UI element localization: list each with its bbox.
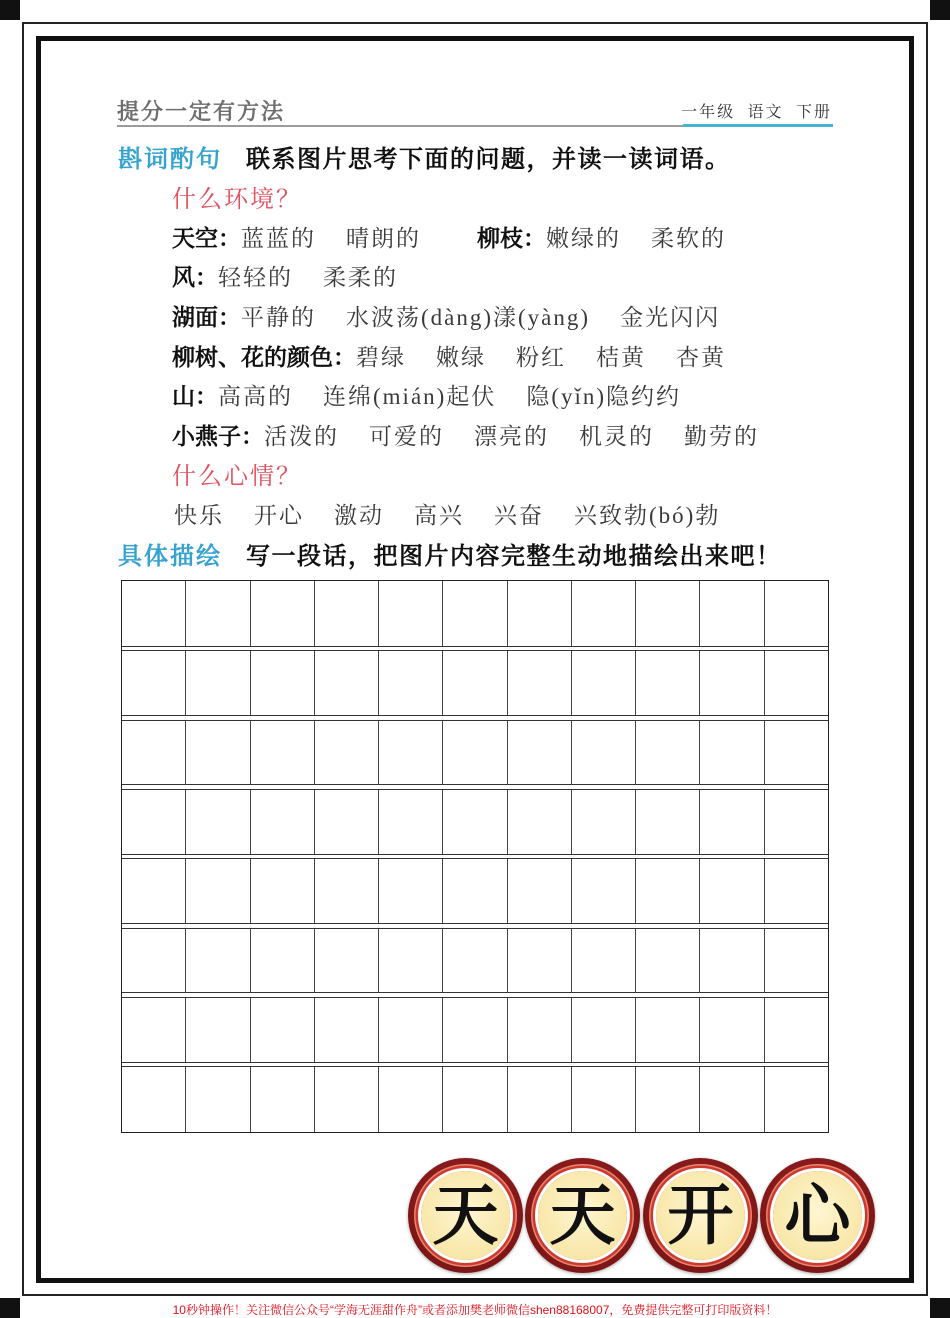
writing-grid-cell <box>635 581 699 646</box>
writing-grid-cell <box>122 790 185 854</box>
writing-grid-cell <box>378 998 442 1062</box>
vocab-word: 粉红 <box>516 344 566 370</box>
writing-grid-cell <box>185 859 249 923</box>
writing-grid-row <box>122 997 828 1063</box>
writing-grid-cell <box>185 581 249 646</box>
section-title-vocab <box>0 137 950 177</box>
vocab-label: 柳枝： <box>477 224 546 251</box>
writing-grid-cell <box>635 929 699 993</box>
writing-grid-cell <box>122 929 185 993</box>
writing-grid-cell <box>185 721 249 785</box>
writing-grid <box>121 580 829 1133</box>
writing-grid-cell <box>507 581 571 646</box>
writing-grid-cell <box>185 1067 249 1132</box>
writing-grid-cell <box>122 651 185 715</box>
writing-grid-cell <box>314 721 378 785</box>
vocab-word: 碧绿 <box>356 344 406 370</box>
badge-face <box>538 1171 627 1260</box>
writing-grid-cell <box>185 651 249 715</box>
writing-grid-cell <box>250 929 314 993</box>
vocab-word: 柔柔的 <box>323 265 398 291</box>
mood-word: 高兴 <box>414 503 464 529</box>
writing-grid-row <box>122 928 828 994</box>
writing-grid-cell <box>122 721 185 785</box>
writing-grid-cell <box>571 859 635 923</box>
writing-grid-cell <box>378 1067 442 1132</box>
writing-grid-cell <box>571 998 635 1062</box>
writing-grid-cell <box>699 929 763 993</box>
writing-grid-cell <box>635 651 699 715</box>
writing-grid-cell <box>378 581 442 646</box>
writing-grid-cell <box>250 859 314 923</box>
mood-word: 开心 <box>254 503 304 529</box>
writing-grid-cell <box>507 998 571 1062</box>
writing-grid-row <box>122 1066 828 1132</box>
badge-tian-second <box>525 1158 640 1273</box>
writing-grid-cell <box>764 859 828 923</box>
vocab-row-wind <box>0 256 950 296</box>
writing-grid-cell <box>442 581 506 646</box>
badge-face <box>421 1171 510 1260</box>
vocab-row-swallow <box>0 414 950 454</box>
writing-grid-row <box>122 650 828 716</box>
writing-grid-cell <box>635 859 699 923</box>
mood-word: 兴奋 <box>494 503 544 529</box>
mood-words-row <box>0 494 950 534</box>
vocab-word: 可爱的 <box>369 423 444 449</box>
writing-grid-cell <box>250 790 314 854</box>
writing-grid-cell <box>314 581 378 646</box>
mood-word: 兴致勃(bó)勃 <box>574 503 721 529</box>
vocab-label: 天空： <box>172 224 241 251</box>
writing-grid-cell <box>442 998 506 1062</box>
writing-grid-cell <box>442 929 506 993</box>
corner-mark-top-left <box>0 0 20 20</box>
vocab-word: 柔软的 <box>651 225 726 251</box>
writing-grid-cell <box>764 581 828 646</box>
writing-grid-cell <box>314 929 378 993</box>
writing-grid-cell <box>764 998 828 1062</box>
writing-grid-cell <box>250 581 314 646</box>
vocab-word: 活泼的 <box>264 423 339 449</box>
writing-grid-cell <box>314 998 378 1062</box>
writing-grid-cell <box>442 790 506 854</box>
vocab-row-mountain <box>0 375 950 415</box>
writing-grid-cell <box>507 721 571 785</box>
corner-mark-top-right <box>930 0 950 20</box>
badge-face <box>656 1171 745 1260</box>
question-environment-row <box>0 177 950 217</box>
section-instruction: 联系图片思考下面的问题，并读一读词语。 <box>246 146 731 174</box>
writing-grid-cell <box>122 859 185 923</box>
vocab-word: 晴朗的 <box>346 225 421 251</box>
section-instruction: 写一段话，把图片内容完整生动地描绘出来吧！ <box>246 542 782 570</box>
badge-character: 天 <box>549 1176 616 1254</box>
badge-character: 心 <box>784 1176 851 1254</box>
writing-grid-cell <box>571 790 635 854</box>
badge-character: 天 <box>432 1176 499 1254</box>
writing-grid-cell <box>250 1067 314 1132</box>
writing-grid-cell <box>571 929 635 993</box>
writing-grid-cell <box>442 1067 506 1132</box>
writing-grid-cell <box>185 790 249 854</box>
writing-grid-cell <box>378 790 442 854</box>
writing-grid-row <box>122 789 828 855</box>
writing-grid-cell <box>442 721 506 785</box>
vocab-word: 桔黄 <box>596 344 646 370</box>
writing-grid-cell <box>699 1067 763 1132</box>
writing-grid-cell <box>571 1067 635 1132</box>
footer-note: 10秒钟操作！关注微信公众号“学海无涯甜作舟”或者添加樊老师微信shen88168007，免费提供完整可打印版资料！ <box>172 1303 778 1317</box>
writing-grid-cell <box>635 790 699 854</box>
vocab-label: 柳树、花的颜色： <box>172 343 356 370</box>
writing-grid-cell <box>699 859 763 923</box>
vocab-row-colors <box>0 335 950 375</box>
writing-grid-cell <box>185 929 249 993</box>
writing-grid-cell <box>378 651 442 715</box>
writing-grid-cell <box>122 998 185 1062</box>
vocab-word: 连绵(mián)起伏 <box>323 384 497 410</box>
mood-word: 快乐 <box>174 503 224 529</box>
badge-kai <box>643 1158 758 1273</box>
vocab-word: 金光闪闪 <box>620 304 721 330</box>
vocab-word: 嫩绿的 <box>546 225 621 251</box>
vocab-label: 山： <box>172 383 218 410</box>
writing-grid-cell <box>699 790 763 854</box>
header-slogan: 提分一定有方法 <box>117 99 286 124</box>
writing-grid-cell <box>764 721 828 785</box>
header-rule-accent <box>683 124 833 127</box>
writing-grid-cell <box>314 651 378 715</box>
writing-grid-cell <box>699 998 763 1062</box>
writing-grid-cell <box>378 929 442 993</box>
vocab-word: 杏黄 <box>676 344 726 370</box>
vocab-label: 湖面： <box>172 303 241 330</box>
writing-grid-cell <box>764 1067 828 1132</box>
writing-grid-cell <box>571 721 635 785</box>
vocab-word: 漂亮的 <box>474 423 549 449</box>
section-title-writing <box>0 533 950 573</box>
question-mood: 什么心情？ <box>172 464 302 491</box>
section-tag: 具体描绘 <box>118 542 222 570</box>
writing-grid-cell <box>250 998 314 1062</box>
writing-grid-cell <box>699 651 763 715</box>
badge-face <box>773 1171 862 1260</box>
vocab-label: 风： <box>172 264 218 291</box>
writing-grid-cell <box>699 721 763 785</box>
question-environment: 什么环境？ <box>172 186 302 213</box>
writing-grid-cell <box>764 651 828 715</box>
writing-grid-cell <box>635 998 699 1062</box>
vocab-word: 轻轻的 <box>218 265 293 291</box>
writing-grid-cell <box>571 581 635 646</box>
badge-character: 开 <box>667 1176 734 1254</box>
vocab-word: 机灵的 <box>579 423 654 449</box>
writing-grid-cell <box>122 581 185 646</box>
header-grade-subject: 一年级 语文 下册 <box>681 104 832 121</box>
writing-grid-cell <box>250 651 314 715</box>
writing-grid-cell <box>442 859 506 923</box>
writing-grid-cell <box>122 1067 185 1132</box>
writing-grid-cell <box>635 721 699 785</box>
vocab-word: 嫩绿 <box>436 344 486 370</box>
writing-grid-cell <box>507 790 571 854</box>
vocab-label: 小燕子： <box>172 422 264 449</box>
writing-grid-cell <box>507 929 571 993</box>
writing-grid-cell <box>635 1067 699 1132</box>
vocab-word: 蓝蓝的 <box>241 225 316 251</box>
writing-grid-cell <box>442 651 506 715</box>
writing-grid-row <box>122 720 828 786</box>
writing-grid-cell <box>185 998 249 1062</box>
section-tag: 斟词酌句 <box>118 146 222 174</box>
writing-grid-cell <box>250 721 314 785</box>
writing-grid-cell <box>314 1067 378 1132</box>
worksheet-content <box>0 137 950 573</box>
writing-grid-cell <box>507 859 571 923</box>
writing-grid-cell <box>378 721 442 785</box>
vocab-word: 水波荡(dàng)漾(yàng) <box>346 304 591 330</box>
vocab-word: 勤劳的 <box>684 423 759 449</box>
question-mood-row <box>0 454 950 494</box>
vocab-word: 隐(yǐn)隐约约 <box>526 384 682 410</box>
writing-grid-row <box>122 581 828 647</box>
writing-grid-cell <box>764 929 828 993</box>
badge-xin <box>760 1158 875 1273</box>
writing-grid-row <box>122 858 828 924</box>
writing-grid-cell <box>699 581 763 646</box>
mood-word: 激动 <box>334 503 384 529</box>
writing-grid-cell <box>507 1067 571 1132</box>
badge-tian-first <box>408 1158 523 1273</box>
vocab-row-lake <box>0 296 950 336</box>
vocab-word: 高高的 <box>218 384 293 410</box>
writing-grid-cell <box>314 859 378 923</box>
writing-grid-cell <box>571 651 635 715</box>
writing-grid-cell <box>764 790 828 854</box>
vocab-word: 平静的 <box>241 304 316 330</box>
vocab-row-sky-willow <box>0 216 950 256</box>
writing-grid-cell <box>507 651 571 715</box>
writing-grid-cell <box>314 790 378 854</box>
writing-grid-cell <box>378 859 442 923</box>
